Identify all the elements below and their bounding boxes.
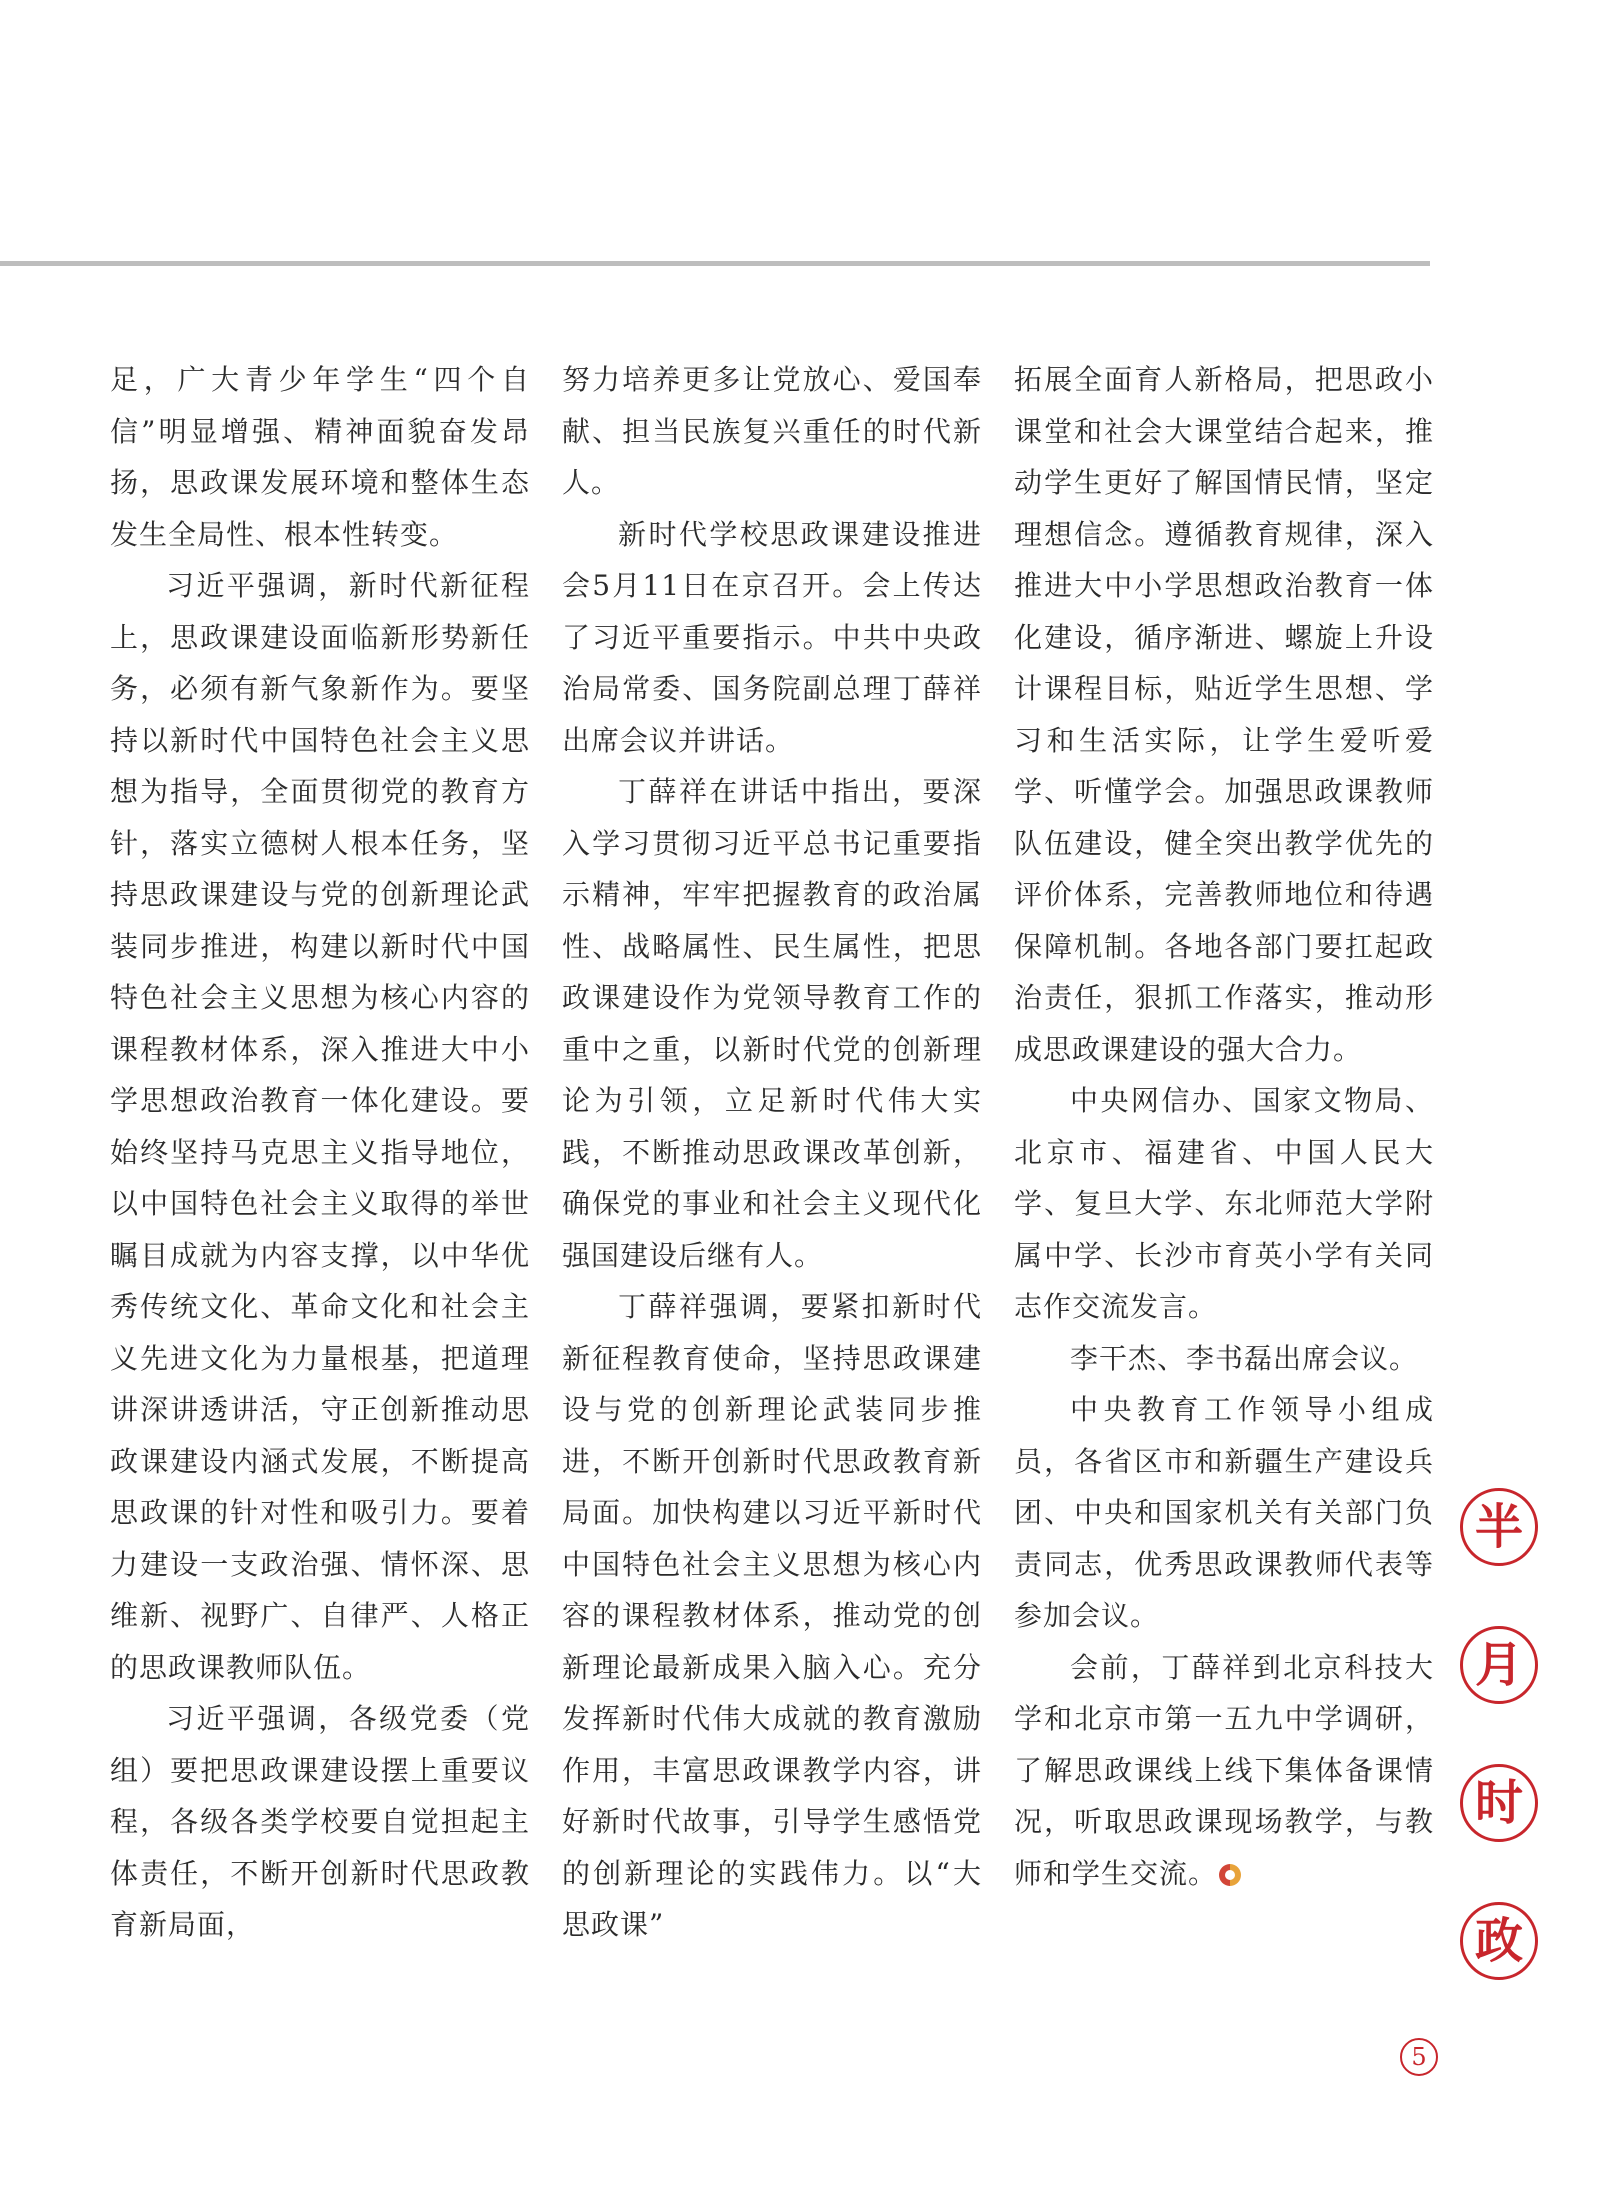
- end-mark-icon: [1219, 1864, 1241, 1886]
- section-char: 政: [1460, 1902, 1538, 1980]
- paragraph: 拓展全面育人新格局，把思政小课堂和社会大课堂结合起来，推动学生更好了解国情民情，坚定理想信念。遵循教育规律，深入推进大中小学思想政治教育一体化建设，循序渐进、螺旋上升设计课程目标，贴近学生思想、学习和生活实际，让学生爱听爱学、听懂学会。加强思政课教师队伍建设，健全突出教学优先的评价体系，完善教师地位和待遇保障机制。各地各部门要扛起政治责任，狠抓工作落实，推动形成思政课建设的强大合力。: [1014, 363, 1434, 1066]
- section-sidebar: [1460, 1488, 1544, 2040]
- text-column-2: [562, 354, 982, 1951]
- paragraph: 丁薛祥在讲话中指出，要深入学习贯彻习近平总书记重要指示精神，牢牢把握教育的政治属性、战略属性、民生属性，把思政课建设作为党领导教育工作的重中之重，以新时代党的创新理论为引领，立足新时代伟大实践，不断推动思政课改革创新，确保党的事业和社会主义现代化强国建设后继有人。: [562, 775, 982, 1272]
- paragraph: 习近平强调，各级党委（党组）要把思政课建设摆上重要议程，各级各类学校要自觉担起主体责任，不断开创新时代思政教育新局面，: [110, 1702, 530, 1941]
- paragraph: 李干杰、李书磊出席会议。: [1070, 1341, 1419, 1375]
- paragraph: 中央教育工作领导小组成员，各省区市和新疆生产建设兵团、中央和国家机关有关部门负责同志，优秀思政课教师代表等参加会议。: [1014, 1393, 1434, 1632]
- paragraph-last: [1014, 1642, 1434, 1900]
- section-char: 半: [1460, 1488, 1538, 1566]
- paragraph: 新时代学校思政课建设推进会5月11日在京召开。会上传达了习近平重要指示。中共中央政治局常委、国务院副总理丁薛祥出席会议并讲话。: [562, 517, 982, 757]
- paragraph: 中央网信办、国家文物局、北京市、福建省、中国人民大学、复旦大学、东北师范大学附属中学、长沙市育英小学有关同志作交流发言。: [1014, 1084, 1434, 1323]
- paragraph: 足，广大青少年学生“四个自信”明显增强、精神面貌奋发昂扬，思政课发展环境和整体生态发生全局性、根本性转变。: [110, 363, 530, 551]
- paragraph: 努力培养更多让党放心、爱国奉献、担当民族复兴重任的时代新人。: [562, 363, 982, 499]
- paragraph: 丁薛祥强调，要紧扣新时代新征程教育使命，坚持思政课建设与党的创新理论武装同步推进，不断开创新时代思政教育新局面。加快构建以习近平新时代中国特色社会主义思想为核心内容的课程教材体系，推动党的创新理论最新成果入脑入心。充分发挥新时代伟大成就的教育激励作用，丰富思政课教学内容，讲好新时代故事，引导学生感悟党的创新理论的实践伟力。以“大思政课”: [562, 1290, 982, 1941]
- paragraph: 习近平强调，新时代新征程上，思政课建设面临新形势新任务，必须有新气象新作为。要坚持以新时代中国特色社会主义思想为指导，全面贯彻党的教育方针，落实立德树人根本任务，坚持思政课建设与党的创新理论武装同步推进，构建以新时代中国特色社会主义思想为核心内容的课程教材体系，深入推进大中小学思想政治教育一体化建设。要始终坚持马克思主义指导地位，以中国特色社会主义取得的举世瞩目成就为内容支撑，以中华优秀传统文化、革命文化和社会主义先进文化为力量根基，把道理讲深讲透讲活，守正创新推动思政课建设内涵式发展，不断提高思政课的针对性和吸引力。要着力建设一支政治强、情怀深、思维新、视野广、自律严、人格正的思政课教师队伍。: [110, 569, 530, 1684]
- section-char: 月: [1460, 1626, 1538, 1704]
- text-column-1: [110, 354, 530, 1951]
- section-char: 时: [1460, 1764, 1538, 1842]
- page-number: 5: [1400, 2038, 1438, 2076]
- paragraph-text: 会前，丁薛祥到北京科技大学和北京市第一五九中学调研，了解思政课线上线下集体备课情况，听取思政课现场教学，与教师和学生交流。: [1014, 1650, 1434, 1890]
- header-rule: [0, 261, 1430, 266]
- text-column-3: [1014, 354, 1434, 1899]
